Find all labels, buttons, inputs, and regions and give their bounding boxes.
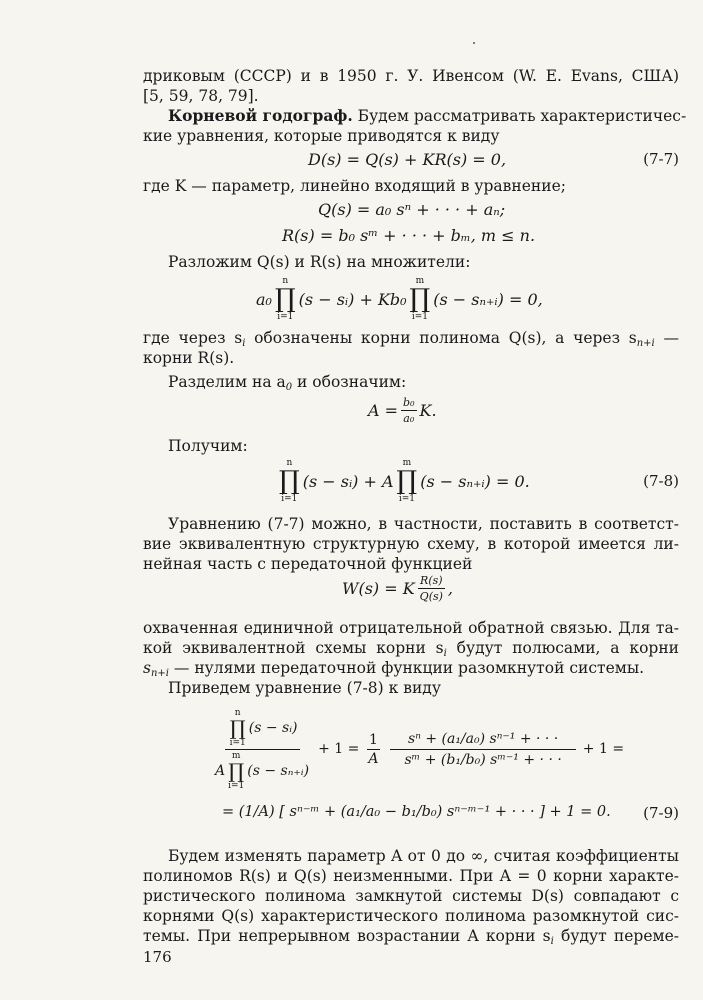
equation-number: (7-9): [643, 804, 679, 822]
equation-product: a₀ n ∏ i=1 (s − sᵢ) + Kb₀ m ∏ i=1 (s − sₙ₊ᵢ) = 0,: [256, 276, 543, 322]
equation-R: R(s) = b₀ sᵐ + · · · + bₘ, m ≤ n.: [282, 226, 536, 245]
text-line: Разложим Q(s) и R(s) на множители:: [168, 253, 471, 271]
text-line: кие уравнения, которые приводятся к виду: [143, 127, 500, 145]
equation-7-9-line2: = (1/A) [ sⁿ⁻ᵐ + (a₁/a₀ − b₁/b₀) sⁿ⁻ᵐ⁻¹ + · · · ] + 1 = 0.: [222, 804, 611, 820]
equation-W: W(s) = K $\frac{R(s)}{Q(s)}$ ,: [342, 574, 454, 603]
speck: [473, 42, 475, 44]
text-line: корнями Q(s) характеристического полинома разомкнутой сис-: [143, 907, 679, 925]
text-line: ристического полинома замкнутой системы D(s) совпадают с: [143, 887, 679, 905]
fraction: $\frac{R(s)}{Q(s)}$: [419, 574, 443, 603]
equation-number: (7-8): [643, 472, 679, 490]
fraction: $\frac{\text{b₀}}{\text{a₀}}$: [403, 396, 415, 425]
text-line: дриковым (СССР) и в 1950 г. У. Ивенсом (W. E. Evans, США): [143, 67, 679, 85]
fraction: $\frac{1}{A}$: [368, 731, 379, 767]
text-line: охваченная единичной отрицательной обратной связью. Для та-: [143, 619, 679, 637]
equation-7-8: n ∏ i=1 (s − sᵢ) + A m ∏ i=1 (s − sₙ₊ᵢ) = 0.: [279, 458, 530, 504]
text-line: Разделим на $a_0$ и обозначим:: [168, 373, 407, 393]
text-line: [5, 59, 78, 79].: [143, 87, 259, 105]
text-line: полиномов R(s) и Q(s) неизменными. При A = 0 корни характе-: [143, 867, 679, 885]
text-line: $s_{n+i}$ — нулями передаточной функции разомкнутой системы.: [143, 659, 645, 679]
fraction-products: n ∏ i=1 (s − sᵢ) A m ∏ i=1 (s − sₙ₊ᵢ): [215, 707, 310, 791]
page-number: 176: [143, 948, 172, 966]
product-operator: m ∏ i=1: [409, 276, 431, 322]
text-line: нейная часть с передаточной функцией: [143, 555, 473, 573]
equation-A: A = $\frac{\text{b₀}}{\text{a₀}}$ K.: [368, 396, 437, 425]
text-line: где через $s_i$ обозначены корни полинома Q(s), а через $s_{n+i}$ —: [143, 329, 679, 349]
text-line: вие эквивалентную структурную схему, в которой имеется ли-: [143, 535, 679, 553]
text-line: где K — параметр, линейно входящий в уравнение;: [143, 177, 566, 195]
paragraph-start: Будем изменять параметр A от 0 до ∞, считая коэффициенты: [168, 847, 679, 865]
text-line: кой эквивалентной схемы корни $s_i$ будут полюсами, а корни: [143, 639, 680, 659]
paragraph-start: Корневой годограф. Будем рассматривать характеристичес-: [168, 106, 687, 125]
equation-Q: Q(s) = a₀ sⁿ + · · · + aₙ;: [318, 200, 506, 219]
text-line: корни R(s).: [143, 349, 235, 367]
paragraph-start: Уравнению (7-7) можно, в частности, поставить в соответст-: [168, 515, 679, 533]
equation-number: (7-7): [643, 150, 679, 168]
product-operator: m ∏ i=1: [396, 458, 418, 504]
equation-7-9-line1: n ∏ i=1 (s − sᵢ) A m ∏ i=1 (s − sₙ₊ᵢ) + 1 = $\frac{1}{A}$ $\frac{\text{sⁿ + (a₁/a₀) sⁿ⁻¹ + · · ·}}{\text{sᵐ + (b₁/b₀) sᵐ⁻¹ + · · ·}}$ + 1 =: [215, 707, 625, 791]
fraction-polynomials: $\frac{\text{sⁿ + (a₁/a₀) sⁿ⁻¹ + · · ·}}{\text{sᵐ + (b₁/b₀) sᵐ⁻¹ + · · ·}}$: [387, 731, 580, 768]
product-operator: n ∏ i=1: [274, 276, 296, 322]
product-operator: n ∏ i=1: [279, 458, 300, 504]
text-line: Приведем уравнение (7-8) к виду: [168, 679, 441, 697]
text-line: темы. При непрерывном возрастании A корни $s_i$ будут переме-: [143, 927, 679, 947]
text-line: Получим:: [168, 437, 248, 455]
equation-7-7: D(s) = Q(s) + KR(s) = 0,: [308, 150, 507, 169]
section-heading: Корневой годограф.: [168, 106, 353, 125]
